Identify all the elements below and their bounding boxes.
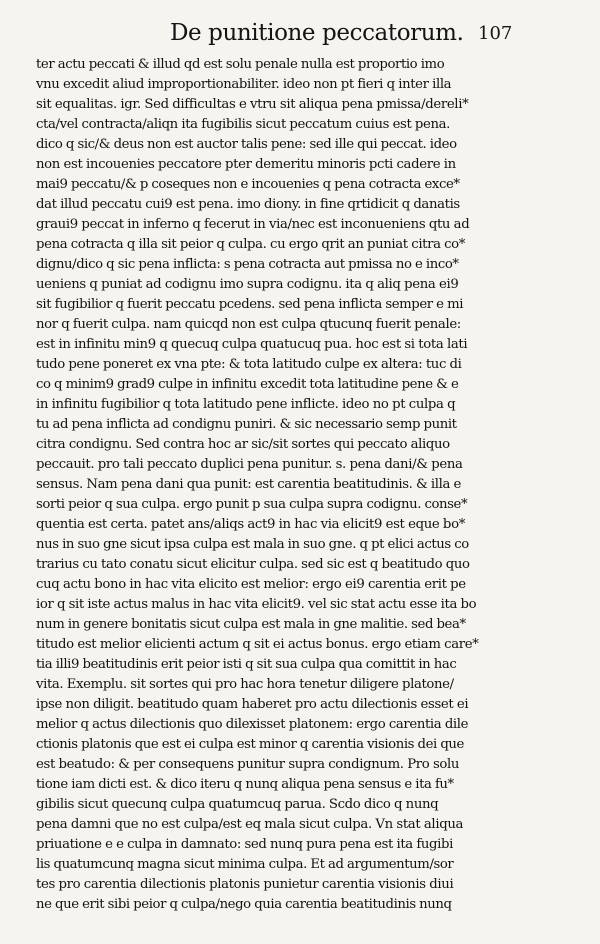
text-line-35: ctionis platonis que est ei culpa est minor q carentia visionis dei que <box>36 737 464 752</box>
text-line-11: dignu/dico q sic pena inflicta: s pena cotracta aut pmissa no e inco* <box>36 257 459 272</box>
text-line-39: pena damni que no est culpa/est eq mala sicut culpa. Vn stat aliqua <box>36 817 464 832</box>
text-line-3: sit equalitas. igr. Sed difficultas e vtru sit aliqua pena pmissa/dereli* <box>36 97 469 112</box>
text-line-19: tu ad pena inflicta ad condignu puniri. & sic necessario semp punit <box>36 417 457 432</box>
text-line-31: tia illi9 beatitudinis erit peior isti q sit sua culpa qua comittit in hac <box>36 657 457 672</box>
text-line-26: trarius cu tato conatu sicut elicitur culpa. sed sic est q beatitudo quo <box>36 557 470 572</box>
text-line-4: cta/vel contracta/aliqn ita fugibilis sicut peccatum cuius est pena. <box>36 117 450 132</box>
text-line-40: priuatione e e culpa in damnato: sed nunq pura pena est ita fugibi <box>36 837 453 852</box>
text-line-30: titudo est melior elicienti actum q sit ei actus bonus. ergo etiam care* <box>36 637 479 652</box>
text-line-9: graui9 peccat in inferno q fecerut in via/nec est inconueniens qtu ad <box>36 217 470 232</box>
text-line-10: pena cotracta q illa sit peior q culpa. cu ergo qrit an puniat citra co* <box>36 237 466 252</box>
text-line-28: ior q sit iste actus malus in hac vita elicit9. vel sic stat actu esse ita bo <box>36 597 477 612</box>
text-line-36: est beatudo: & per consequens punitur supra condignum. Pro solu <box>36 757 460 772</box>
text-line-12: ueniens q puniat ad codignu imo supra codignu. ita q aliq pena ei9 <box>36 277 459 292</box>
running-header <box>170 18 590 52</box>
text-line-8: dat illud peccatu cui9 est pena. imo diony. in fine qrtidicit q danatis <box>36 197 460 212</box>
running-title: De punitione peccatorum. <box>170 20 464 46</box>
text-line-16: tudo pene poneret ex vna pte: & tota latitudo culpe ex altera: tuc di <box>36 357 462 372</box>
text-line-5: dico q sic/& deus non est auctor talis pene: sed ille qui peccat. ideo <box>36 137 457 152</box>
text-line-15: est in infinitu min9 q quecuq culpa quatucuq pua. hoc est si tota lati <box>36 337 468 352</box>
text-line-29: num in genere bonitatis sicut culpa est mala in gne malitie. sed bea* <box>36 617 466 632</box>
page-number: 107 <box>478 23 513 44</box>
text-line-7: mai9 peccatu/& p coseques non e incouenies q pena cotracta exce* <box>36 177 460 192</box>
text-line-14: nor q fuerit culpa. nam quicqd non est culpa qtucunq fuerit penale: <box>36 317 461 332</box>
text-line-41: lis quatumcunq magna sicut minima culpa. Et ad argumentum/sor <box>36 857 454 872</box>
text-line-17: co q minim9 grad9 culpe in infinitu excedit tota latitudine pene & e <box>36 377 459 392</box>
text-line-38: gibilis sicut quecunq culpa quatumcuq parua. Scdo dico q nunq <box>36 797 439 812</box>
body-text <box>36 55 576 915</box>
text-line-22: sensus. Nam pena dani qua punit: est carentia beatitudinis. & illa e <box>36 477 462 492</box>
text-line-24: quentia est certa. patet ans/aliqs act9 in hac via elicit9 est eque bo* <box>36 517 465 532</box>
text-line-1: ter actu peccati & illud qd est solu penale nulla est proportio imo <box>36 57 445 72</box>
text-line-23: sorti peior q sua culpa. ergo punit p sua culpa supra codignu. conse* <box>36 497 468 512</box>
text-line-6: non est incouenies peccatore pter demeritu minoris pcti cadere in <box>36 157 456 172</box>
text-line-20: citra condignu. Sed contra hoc ar sic/sit sortes qui peccato aliquo <box>36 437 450 452</box>
text-line-27: cuq actu bono in hac vita elicito est melior: ergo ei9 carentia erit pe <box>36 577 466 592</box>
text-line-25: nus in suo gne sicut ipsa culpa est mala in suo gne. q pt elici actus co <box>36 537 469 552</box>
text-line-13: sit fugibilior q fuerit peccatu pcedens. sed pena inflicta semper e mi <box>36 297 464 312</box>
text-line-2: vnu excedit aliud improportionabiliter. ideo non pt fieri q inter illa <box>36 77 452 92</box>
text-line-37: tione iam dicti est. & dico iteru q nunq aliqua pena sensus e ita fu* <box>36 777 454 792</box>
text-line-32: vita. Exemplu. sit sortes qui pro hac hora tenetur diligere platone/ <box>36 677 454 692</box>
text-line-43: ne que erit sibi peior q culpa/nego quia carentia beatitudinis nunq <box>36 897 452 912</box>
text-line-42: tes pro carentia dilectionis platonis punietur carentia visionis diui <box>36 877 454 892</box>
text-line-18: in infinitu fugibilior q tota latitudo pene inflicte. ideo no pt culpa q <box>36 397 456 412</box>
text-line-34: melior q actus dilectionis quo dilexisset platonem: ergo carentia dile <box>36 717 469 732</box>
text-line-21: peccauit. pro tali peccato duplici pena punitur. s. pena dani/& pena <box>36 457 463 472</box>
text-line-33: ipse non diligit. beatitudo quam haberet pro actu dilectionis esset ei <box>36 697 469 712</box>
